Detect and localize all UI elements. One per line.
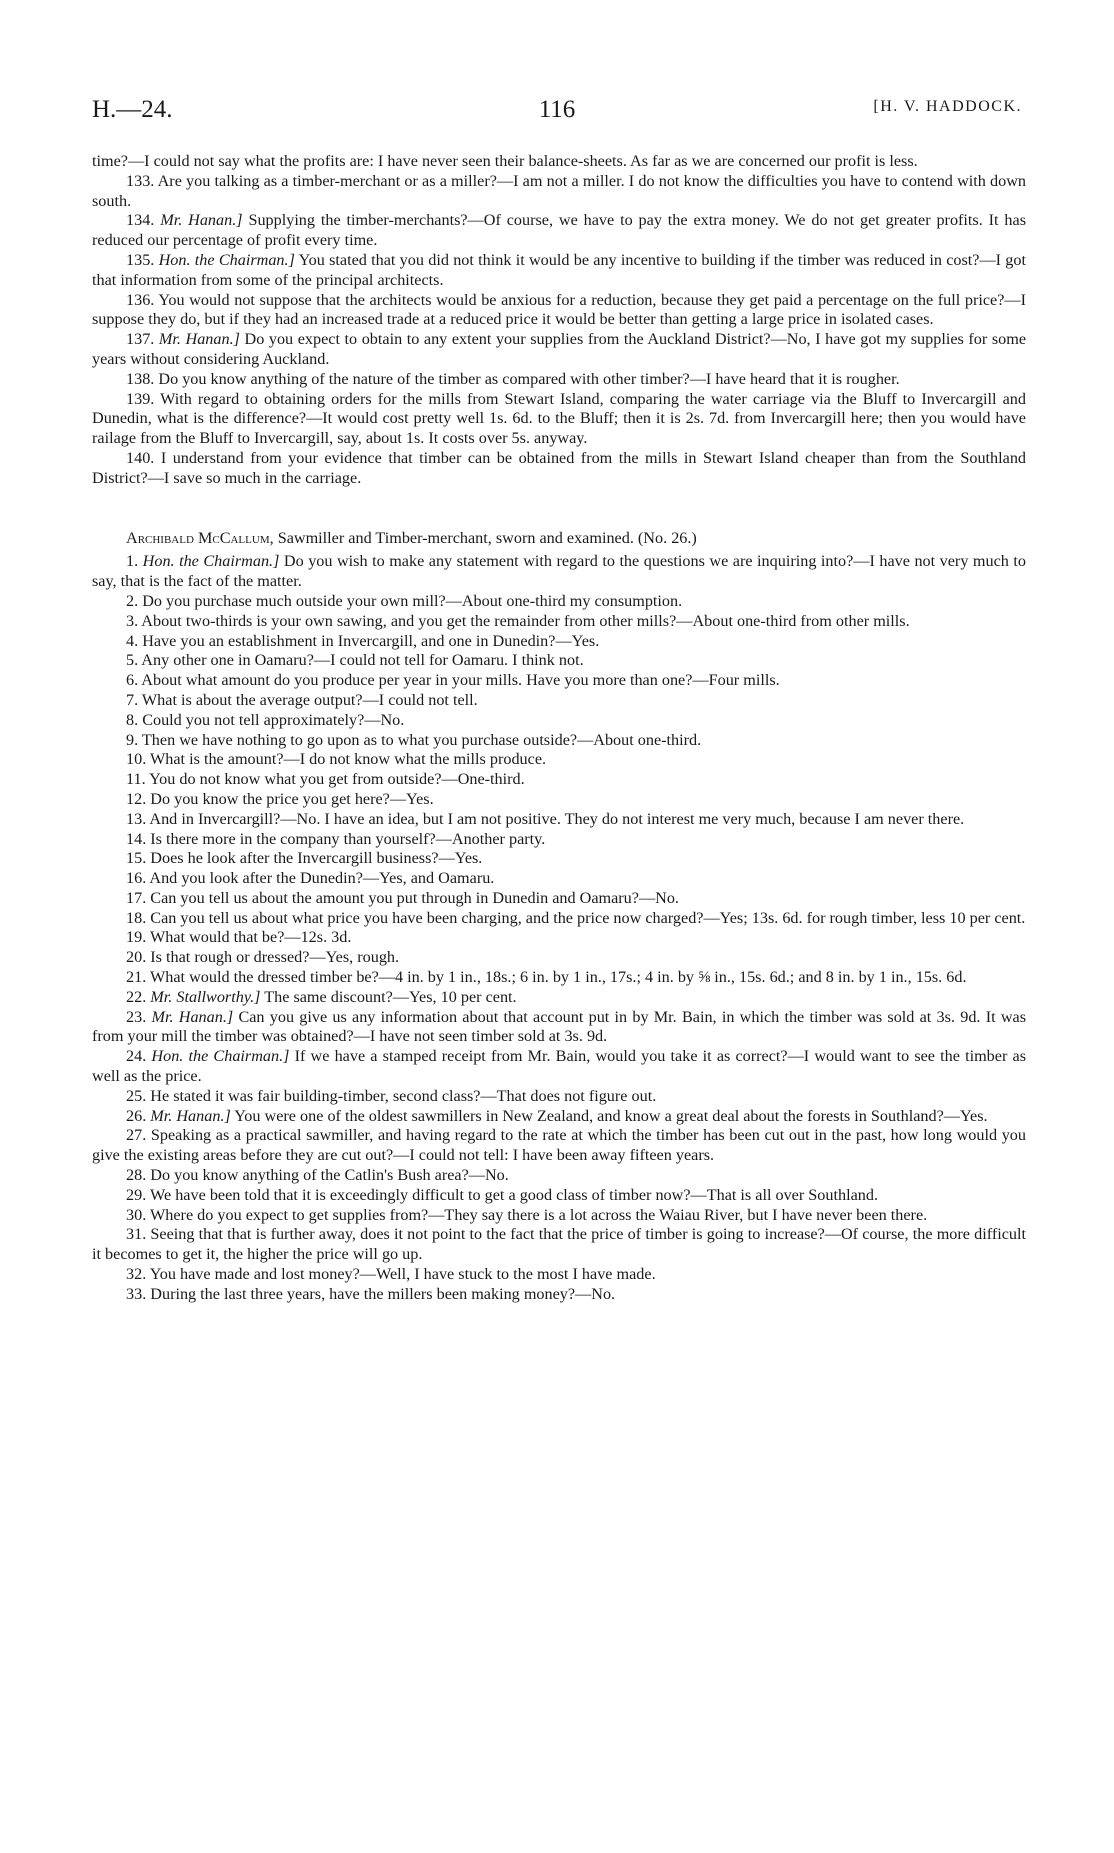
evidence-paragraph xyxy=(92,869,1026,889)
question-number: 19. xyxy=(126,928,147,947)
question-answer-text: Seeing that that is further away, does it not point to the fact that the price of timber is going to increase?—Of course, the more difficult it becomes to get it, the higher the price will go up. xyxy=(92,1225,1026,1264)
question-number: 1. xyxy=(126,552,139,571)
evidence-paragraph xyxy=(92,449,1026,489)
question-answer-text: Supplying the timber-merchants?—Of course, we have to pay the extra money. We do not get greater profits. It has reduced our percentage of profit every time. xyxy=(92,211,1027,250)
evidence-paragraph xyxy=(92,152,1026,172)
question-answer-text: time?—I could not say what the profits are: I have never seen their balance-sheets. As far as we are concerned our profit is less. xyxy=(92,152,918,170)
question-answer-text: Do you expect to obtain to any extent your supplies from the Auckland District?—No, I have got my supplies for some years without considering Auckland. xyxy=(92,330,1027,368)
question-answer-text: What is the amount?—I do not know what the mills produce. xyxy=(150,750,547,769)
question-number: 136. xyxy=(126,290,155,309)
question-number: 26. xyxy=(126,1106,147,1125)
evidence-paragraph xyxy=(92,1008,1026,1048)
question-number: 4. xyxy=(126,631,139,650)
question-number: 138. xyxy=(126,369,155,388)
question-answer-text: He stated it was fair building-timber, second class?—That does not figure out. xyxy=(150,1086,657,1105)
evidence-paragraph xyxy=(92,1047,1026,1087)
evidence-paragraph xyxy=(92,251,1026,291)
question-answer-text: What would the dressed timber be?—4 in. by 1 in., 18s.; 6 in. by 1 in., 17s.; 4 in. by ⅝ in., 15s. 6d.; and 8 in. by 1 in., 15s. 6d. xyxy=(150,968,967,987)
evidence-paragraph xyxy=(92,948,1026,968)
question-number: 31. xyxy=(126,1225,147,1244)
question-answer-text: Do you know anything of the Catlin's Bush area?—No. xyxy=(150,1166,509,1185)
question-number: 28. xyxy=(126,1166,147,1185)
question-answer-text: What would that be?—12s. 3d. xyxy=(150,928,352,947)
question-number: 33. xyxy=(126,1284,147,1303)
question-answer-text: About two-thirds is your own sawing, and you get the remainder from other mills?—About one-third from other mills. xyxy=(141,611,910,630)
question-number: 3. xyxy=(126,611,139,630)
witness-description: Sawmiller and Timber-merchant, sworn and examined. (No. 26.) xyxy=(277,528,697,547)
evidence-paragraph xyxy=(92,731,1026,751)
evidence-paragraph xyxy=(92,830,1026,850)
evidence-paragraph xyxy=(92,330,1026,370)
evidence-paragraph xyxy=(92,370,1026,390)
page-number: 116 xyxy=(538,96,576,123)
question-number: 6. xyxy=(126,671,139,690)
question-number: 13. xyxy=(126,809,147,828)
paper-reference: H.—24. xyxy=(92,96,173,123)
question-answer-text: With regard to obtaining orders for the mills from Stewart Island, comparing the water carriage via the Bluff to Invercargill and Dunedin, what is the difference?—It would cost pretty well 1s. 6d. to the Bluff; then it is 2s. 7d. from Invercargill here; then you would have railage from the Bluff to Invercargill, say, about 1s. It costs over 5s. anyway. xyxy=(92,389,1026,448)
question-number: 30. xyxy=(126,1205,147,1224)
question-number: 20. xyxy=(126,948,147,967)
evidence-paragraph xyxy=(92,1126,1026,1166)
question-number: 14. xyxy=(126,829,147,848)
question-answer-text: Where do you expect to get supplies from?—They say there is a lot across the Waiau River, but I have never been there. xyxy=(150,1205,928,1224)
evidence-paragraph xyxy=(92,928,1026,948)
question-number: 139. xyxy=(126,389,155,408)
evidence-paragraph xyxy=(92,211,1026,251)
question-answer-text: You would not suppose that the architects would be anxious for a reduction, because they get paid a percentage on the full price?—I suppose they do, but if they had an increased trade at a reduced price it would be better than getting a large price in isolated cases. xyxy=(92,290,1026,329)
question-number: 29. xyxy=(126,1185,147,1204)
question-number: 5. xyxy=(126,651,139,670)
evidence-paragraph xyxy=(92,909,1026,929)
question-answer-text: You have made and lost money?—Well, I have stuck to the most I have made. xyxy=(149,1265,656,1284)
evidence-paragraph xyxy=(92,849,1026,869)
evidence-paragraph xyxy=(92,1225,1026,1265)
question-answer-text: Is there more in the company than yourself?—Another party. xyxy=(150,829,546,848)
question-number: 22. xyxy=(126,987,147,1006)
question-number: 134. xyxy=(126,211,155,230)
evidence-paragraph xyxy=(92,810,1026,830)
question-answer-text: Does he look after the Invercargill business?—Yes. xyxy=(150,849,483,868)
evidence-paragraph xyxy=(92,988,1026,1008)
question-number: 32. xyxy=(126,1265,147,1284)
evidence-paragraph xyxy=(92,770,1026,790)
evidence-paragraph xyxy=(92,632,1026,652)
question-number: 2. xyxy=(126,591,139,610)
witness-running-head: [H. V. HADDOCK. xyxy=(873,98,1022,115)
evidence-paragraph xyxy=(92,691,1026,711)
question-number: 12. xyxy=(126,789,147,808)
question-answer-text: You were one of the oldest sawmillers in New Zealand, and know a great deal about the forests in Southland?—Yes. xyxy=(234,1106,988,1125)
speaker-name: Hon. the Chairman.] xyxy=(151,1047,290,1066)
question-number: 15. xyxy=(126,849,147,868)
question-answer-text: Do you know the price you get here?—Yes. xyxy=(150,789,434,808)
page-header xyxy=(92,96,1022,132)
evidence-paragraph xyxy=(92,750,1026,770)
question-number: 140. xyxy=(126,448,155,467)
evidence-paragraph xyxy=(92,1107,1026,1127)
question-answer-text: Can you give us any information about that account put in by Mr. Bain, in which the timber was sold at 3s. 9d. It was from your mill the timber was obtained?—I have not seen timber sold at 3s. 9d. xyxy=(92,1007,1027,1046)
question-answer-text: And in Invercargill?—No. I have an idea, but I am not positive. They do not interest me very much, because I am never there. xyxy=(149,809,965,828)
question-answer-text: Do you know anything of the nature of the timber as compared with other timber?—I have heard that it is rougher. xyxy=(158,369,900,388)
question-number: 137. xyxy=(126,330,155,349)
question-answer-text: And you look after the Dunedin?—Yes, and Oamaru. xyxy=(149,869,495,888)
speaker-name: Hon. the Chairman.] xyxy=(142,552,280,571)
question-number: 18. xyxy=(126,908,147,927)
evidence-paragraph xyxy=(92,291,1026,331)
question-answer-text: What is about the average output?—I could not tell. xyxy=(141,690,478,709)
question-number: 23. xyxy=(126,1007,147,1026)
evidence-paragraph xyxy=(92,651,1026,671)
evidence-paragraph xyxy=(92,889,1026,909)
evidence-block-mccallum xyxy=(92,552,1026,1304)
witness-name: Archibald McCallum, xyxy=(126,528,274,547)
question-answer-text: You do not know what you get from outside?—One-third. xyxy=(149,770,525,789)
evidence-paragraph xyxy=(92,711,1026,731)
question-answer-text: Do you wish to make any statement with regard to the questions we are inquiring into?—I have not very much to say, that is the fact of the matter. xyxy=(92,552,1026,591)
evidence-paragraph xyxy=(92,671,1026,691)
evidence-paragraph xyxy=(92,1265,1026,1285)
evidence-paragraph xyxy=(92,552,1026,592)
evidence-paragraph xyxy=(92,790,1026,810)
question-number: 7. xyxy=(126,690,139,709)
question-answer-text: Can you tell us about what price you have been charging, and the price now charged?—Yes; 13s. 6d. for rough timber, less 10 per cent. xyxy=(150,908,1026,927)
evidence-paragraph xyxy=(92,592,1026,612)
speaker-name: Mr. Hanan.] xyxy=(151,1007,234,1026)
evidence-paragraph xyxy=(92,1166,1026,1186)
question-answer-text: We have been told that it is exceedingly difficult to get a good class of timber now?—That is all over Southland. xyxy=(150,1185,879,1204)
speaker-name: Hon. the Chairman.] xyxy=(158,250,295,269)
question-answer-text: Could you not tell approximately?—No. xyxy=(142,710,405,729)
evidence-paragraph xyxy=(92,172,1026,212)
evidence-paragraph xyxy=(92,1206,1026,1226)
question-answer-text: Do you purchase much outside your own mill?—About one-third my consumption. xyxy=(142,591,683,610)
question-number: 8. xyxy=(126,710,139,729)
question-answer-text: The same discount?—Yes, 10 per cent. xyxy=(264,987,517,1006)
question-number: 11. xyxy=(126,770,146,789)
question-number: 24. xyxy=(126,1047,147,1066)
question-answer-text: Any other one in Oamaru?—I could not tell for Oamaru. I think not. xyxy=(141,651,584,670)
speaker-name: Mr. Hanan.] xyxy=(160,211,243,230)
question-number: 10. xyxy=(126,750,147,769)
evidence-paragraph xyxy=(92,1087,1026,1107)
question-answer-text: I understand from your evidence that timber can be obtained from the mills in Stewart Island cheaper than from the Southland District?—I save so much in the carriage. xyxy=(92,448,1027,487)
question-answer-text: You stated that you did not think it would be any incentive to building if the timber was reduced in cost?—I got that information from some of the principal architects. xyxy=(92,250,1026,289)
speaker-name: Mr. Hanan.] xyxy=(158,330,240,349)
question-number: 16. xyxy=(126,869,147,888)
question-answer-text: Are you talking as a timber-merchant or as a miller?—I am not a miller. I do not know the difficulties you have to contend with down south. xyxy=(92,171,1026,210)
question-answer-text: Have you an establishment in Invercargill, and one in Dunedin?—Yes. xyxy=(142,631,600,650)
question-number: 27. xyxy=(126,1126,147,1145)
question-answer-text: If we have a stamped receipt from Mr. Bain, would you take it as correct?—I would want to see the timber as well as the price. xyxy=(92,1047,1026,1086)
evidence-paragraph xyxy=(92,390,1026,449)
witness-heading xyxy=(92,529,1026,549)
question-answer-text: About what amount do you produce per year in your mills. Have you more than one?—Four mills. xyxy=(141,671,780,690)
question-number: 21. xyxy=(126,968,147,987)
evidence-paragraph xyxy=(92,612,1026,632)
evidence-paragraph xyxy=(92,1186,1026,1206)
question-number: 9. xyxy=(126,730,139,749)
question-answer-text: Is that rough or dressed?—Yes, rough. xyxy=(150,948,400,967)
question-answer-text: During the last three years, have the millers been making money?—No. xyxy=(150,1284,616,1303)
speaker-name: Mr. Hanan.] xyxy=(150,1106,231,1125)
evidence-block-haddock xyxy=(92,152,1026,489)
question-number: 17. xyxy=(126,888,147,907)
speaker-name: Mr. Stallworthy.] xyxy=(150,987,261,1006)
question-answer-text: Can you tell us about the amount you put through in Dunedin and Oamaru?—No. xyxy=(150,888,679,907)
document-body xyxy=(92,152,1026,1305)
question-number: 135. xyxy=(126,250,155,269)
evidence-paragraph xyxy=(92,968,1026,988)
evidence-paragraph xyxy=(92,1285,1026,1305)
question-number: 133. xyxy=(126,171,155,190)
question-answer-text: Speaking as a practical sawmiller, and having regard to the rate at which the timber has been cut out in the past, how long would you give the existing areas before they are cut out?—I could not tell: I have been away fifteen years. xyxy=(92,1126,1026,1165)
question-number: 25. xyxy=(126,1086,147,1105)
question-answer-text: Then we have nothing to go upon as to what you purchase outside?—About one-third. xyxy=(141,730,702,749)
